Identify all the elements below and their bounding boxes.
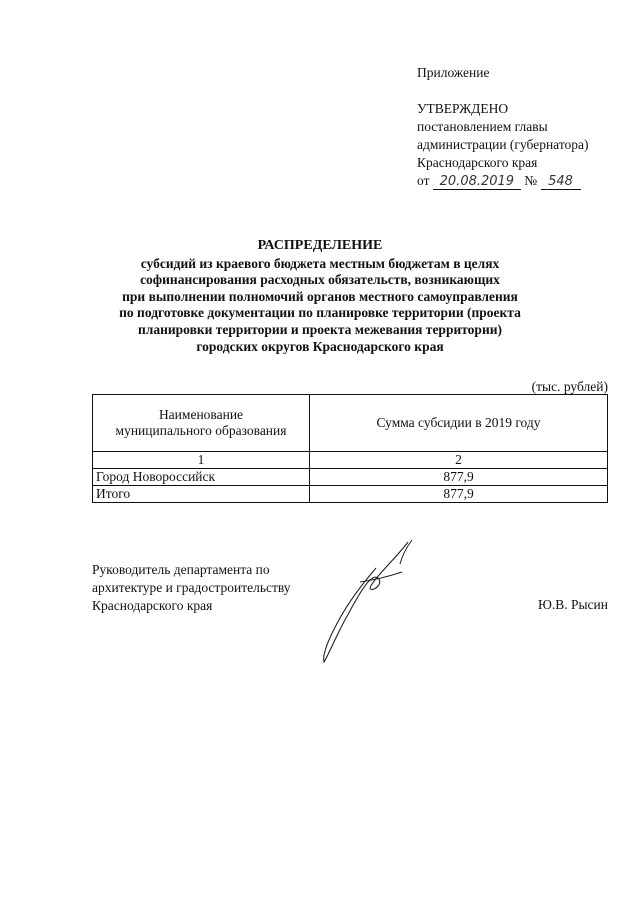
column-number-1: 1 <box>93 452 310 469</box>
approval-block <box>417 64 589 190</box>
position-line-2: архитектуре и градостроительству <box>92 580 291 595</box>
column-number-2: 2 <box>310 452 608 469</box>
handwritten-signature <box>316 538 426 668</box>
signatory-name: Ю.В. Рысин <box>537 597 608 612</box>
handwritten-date: 20.08.2019 <box>433 174 521 190</box>
approval-line-1: постановлением главы <box>417 119 548 134</box>
approval-line-2: администрации (губернатора) <box>417 137 589 152</box>
header-municipality-line-1: Наименование <box>158 407 244 422</box>
table-row <box>93 469 608 486</box>
approval-line-3: Краснодарского края <box>417 155 538 170</box>
position-line-1: Руководитель департамента по <box>92 562 270 577</box>
title-line-6: городских округов Краснодарского края <box>196 338 444 354</box>
title-line-3: при выполнении полномочий органов местного самоуправления <box>122 288 518 304</box>
unit-label: (тыс. рублей) <box>531 379 608 394</box>
header-amount: Сумма субсидии в 2019 году <box>310 395 608 452</box>
approved-label: УТВЕРЖДЕНО <box>417 101 509 116</box>
row-amount: 877,9 <box>310 469 608 486</box>
table-header-row <box>93 395 608 452</box>
total-name: Итого <box>93 486 310 503</box>
table-column-numbers <box>93 452 608 469</box>
handwritten-number: 548 <box>541 174 581 190</box>
from-label: от <box>417 173 430 188</box>
approval-date-line <box>417 172 589 190</box>
title-line-5: планировки территории и проекта межевания территории) <box>138 321 502 337</box>
title-line-2: софинансирования расходных обязательств, возникающих <box>140 272 500 288</box>
title-heading: РАСПРЕДЕЛЕНИЕ <box>257 238 383 253</box>
title-line-1: субсидий из краевого бюджета местным бюджетам в целях <box>140 255 500 271</box>
subsidy-table <box>92 394 608 503</box>
row-name: Город Новороссийск <box>93 469 310 486</box>
title-line-4: по подготовке документации по планировке территории (проекта <box>119 305 521 321</box>
position-line-3: Краснодарского края <box>92 598 213 613</box>
annex-label: Приложение <box>417 65 490 80</box>
signatory-position <box>92 561 291 615</box>
header-municipality-line-2: муниципального образования <box>115 423 287 438</box>
number-label: № <box>524 173 538 188</box>
document-title <box>60 238 580 355</box>
table-row-total <box>93 486 608 503</box>
total-amount: 877,9 <box>310 486 608 503</box>
header-municipality <box>93 395 310 452</box>
